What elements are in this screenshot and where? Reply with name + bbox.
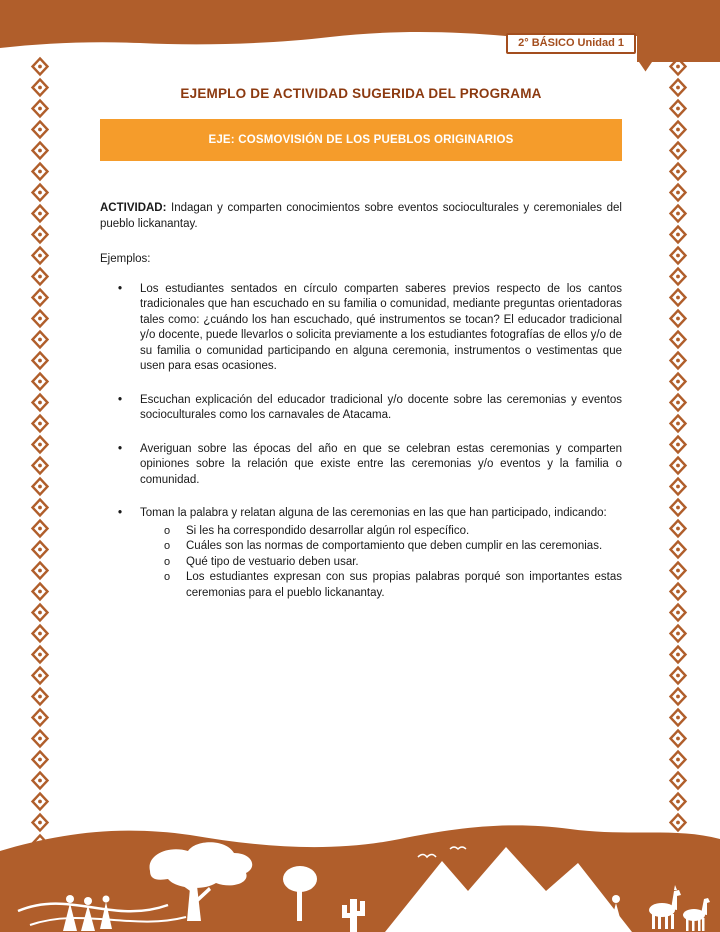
bullet-marker: • bbox=[118, 442, 123, 455]
bullet-list bbox=[100, 282, 622, 602]
sub-list-item bbox=[146, 524, 622, 540]
list-item bbox=[100, 393, 622, 424]
sub-list-item bbox=[146, 539, 622, 555]
left-border-pattern bbox=[30, 56, 50, 856]
sub-list-item bbox=[146, 570, 622, 601]
sub-bullet-marker: o bbox=[164, 555, 171, 568]
bullet-marker: • bbox=[118, 282, 123, 295]
list-item bbox=[100, 442, 622, 489]
page-title: EJEMPLO DE ACTIVIDAD SUGERIDA DEL PROGRAMA bbox=[180, 86, 542, 101]
bullet-text: Averiguan sobre las épocas del año en que se celebran estas ceremonias y comparten opiniones sobre la relación que existe entre las ceremonias y/o eventos y la familia o comunidad. bbox=[140, 442, 622, 486]
eje-banner-label: EJE: COSMOVISIÓN DE LOS PUEBLOS ORIGINARIOS bbox=[208, 134, 514, 146]
bullet-text: Escuchan explicación del educador tradicional y/o docente sobre las ceremonias y eventos socioculturales como los carnavales de Atacama. bbox=[140, 393, 622, 421]
unit-badge bbox=[506, 33, 636, 54]
activity-paragraph bbox=[100, 201, 622, 232]
bullet-marker: • bbox=[118, 507, 123, 519]
bullet-marker: • bbox=[118, 393, 123, 406]
people-icon bbox=[63, 895, 112, 931]
right-border-pattern bbox=[668, 56, 688, 856]
sub-bullet-text: Cuáles son las normas de comportamiento que deben cumplir en las ceremonias. bbox=[186, 540, 603, 552]
list-item bbox=[100, 282, 622, 375]
list-item bbox=[100, 506, 622, 522]
sub-bullet-text: Qué tipo de vestuario deben usar. bbox=[186, 555, 359, 568]
sub-bullet-marker: o bbox=[164, 540, 171, 552]
sub-bullet-text: Si les ha correspondido desarrollar algún rol específico. bbox=[186, 524, 470, 537]
activity-label: ACTIVIDAD: bbox=[100, 202, 167, 214]
bullet-text: Los estudiantes sentados en círculo comparten saberes previos respecto de los cantos tradicionales que han escuchado en su familia o comunidad, mediante preguntas orientadoras tales como: ¿cuándo los han escuchado, qué instrumentos se tocan? El educador tradicional y/o docente, puede llevarlos o solicita previamente a los estudiantes fotografías de ellos y/o de su familia o comunidad participando en alguna ceremonia, instrumentos o vestimentas que usen para esas ocasiones. bbox=[140, 282, 623, 372]
sub-bullet-text: Los estudiantes expresan con sus propias palabras porqué son importantes estas ceremonias para el pueblo lickanantay. bbox=[186, 571, 622, 599]
eje-banner bbox=[100, 119, 622, 161]
sub-bullet-list bbox=[146, 524, 622, 602]
bullet-text: Toman la palabra y relatan alguna de las ceremonias en las que han participado, indicando: bbox=[140, 507, 607, 519]
examples-label: Ejemplos: bbox=[100, 253, 151, 265]
sub-bullet-marker: o bbox=[164, 524, 171, 537]
sub-list-item bbox=[146, 555, 622, 571]
unit-badge-label: 2° BÁSICO Unidad 1 bbox=[518, 37, 624, 49]
activity-text: Indagan y comparten conocimientos sobre eventos socioculturales y ceremoniales del pueblo lickanantay. bbox=[100, 202, 622, 230]
sub-bullet-marker: o bbox=[164, 571, 171, 583]
document-page bbox=[100, 86, 622, 601]
footer-illustration bbox=[0, 807, 720, 932]
